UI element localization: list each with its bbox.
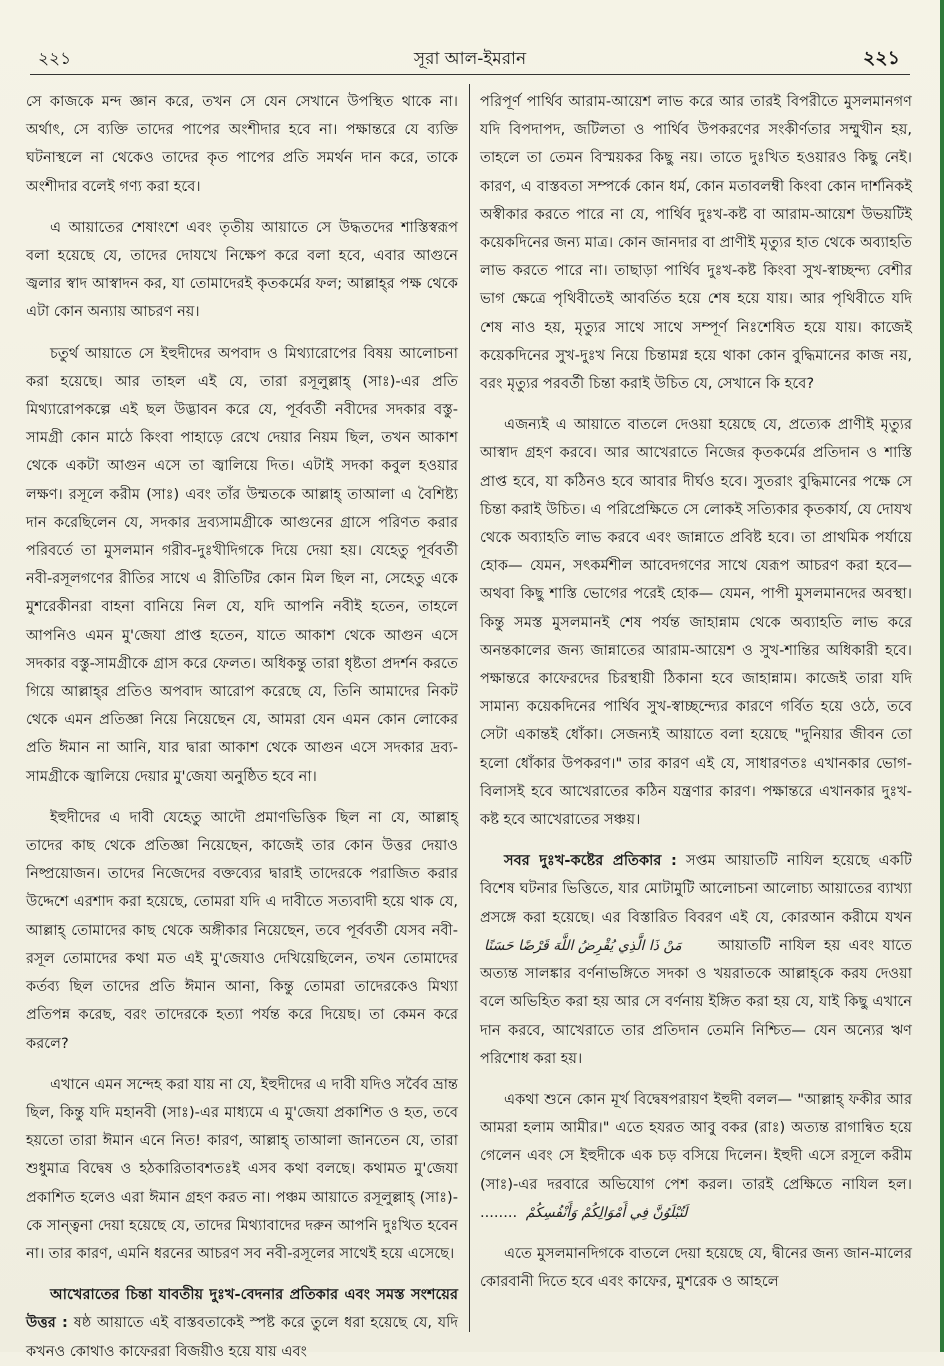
paragraph: এতে মুসলমানদিগকে বাতলে দেয়া হয়েছে যে, দ্বীনের জন্য জান-মালের কোরবানী দিতে হবে এবং কাফের, মুশরেক ও আহলে (480, 1244, 912, 1291)
paragraph (26, 1281, 458, 1366)
paragraph: এজন্যই এ আয়াতে বাতলে দেওয়া হয়েছে যে, প্রত্যেক প্রাণীই মৃত্যুর আস্বাদ গ্রহণ করবে। আর আখেরাতে নিজের কৃতকর্মের প্রতিদান ও শাস্তি প্রাপ্ত হবে, যা কঠিনও হবে আবার দীর্ঘও হবে। সুতরাং বুদ্ধিমানের পক্ষে সে চিন্তা করাই উচিত। এ পরিপ্রেক্ষিতে সে লোকই সত্যিকার কৃতকার্য, যে দোযখ থেকে অব্যাহতি লাভ করবে এবং জান্নাতে প্রবিষ্ট হবে। তা প্রাথমিক পর্যায়ে হোক— যেমন, সৎকর্মশীল আবেদগণের সাথে যেরূপ আচরণ করা হবে— অথবা কিছু শাস্তি ভোগের পরেই হোক— যেমন, পাপী মুসলমানদের অবস্থা। কিন্তু সমস্ত মুসলমানই শেষ পর্যন্ত জাহান্নাম থেকে অব্যাহতি লাভ করে অনন্তকালের জন্য জান্নাতের আরাম-আয়েশ ও সুখ-শান্তির অধিকারী হবে। পক্ষান্তরে কাফেরদের চিরস্থায়ী ঠিকানা হবে জাহান্নাম। কাজেই তারা যদি সামান্য কয়েকদিনের পার্থিব সুখ-স্বাচ্ছন্দ্যের কারণে গর্বিত হয়ে ওঠে, তবে সেটা একান্তই ধোঁকা। সেজন্যই আয়াতে বলা হয়েছে "দুনিয়ার জীবন তো হলো ধোঁকার উপকরণ।" তার কারণ এই যে, সাধারণতঃ এখানকার ভোগ-বিলাসই হবে আখেরাতের কঠিন যন্ত্রণার কারণ। পক্ষান্তরে এখানকার দুঃখ-কষ্ট হবে আখেরাতের সঞ্চয়। (480, 416, 912, 829)
right-column (480, 88, 912, 1333)
column-divider (469, 84, 470, 1332)
paragraph: সে কাজকে মন্দ জ্ঞান করে, তখন সে যেন সেখানে উপস্থিত থাকে না। অর্থাৎ, সে ব্যক্তি তাদের পাপের অংশীদার হবে না। পক্ষান্তরে যে ব্যক্তি ঘটনাস্থলে না থেকেও তাদের কৃত পাপের প্রতি সমর্থন দান করে, তাকে অংশীদার বলেই গণ্য করা হবে। (26, 93, 458, 195)
paragraph: এখানে এমন সন্দেহ করা যায় না যে, ইহুদীদের এ দাবী যদিও সর্বৈব ভ্রান্ত ছিল, কিন্তু যদি মহানবী (সাঃ)-এর মাধ্যমে এ মু'জেযা প্রকাশিত ও হত, তবে হয়তো তারা ঈমান এনে নিত! কারণ, আল্লাহ্‌ তাআলা জানতেন যে, তারা শুধুমাত্র বিদ্বেষ ও হঠকারিতাবশতঃই এসব কথা বলছে। কথামত মু'জেযা প্রকাশিত হলেও এরা ঈমান গ্রহণ করত না। পঞ্চম আয়াতে রসূলুল্লাহ্‌ (সাঃ)-কে সান্ত্বনা দেয়া হয়েছে যে, তাদের মিথ্যাবাদের দরুন আপনি দুঃখিত হবেন না। তার কারণ, এমনি ধরনের আচরণ সব নবী-রসূলের সাথেই হয়ে এসেছে। (26, 1075, 458, 1262)
left-column (26, 88, 459, 1360)
running-title: সূরা আল-ইমরান (413, 49, 527, 69)
paragraph (480, 847, 912, 1073)
section-heading: আখেরাতের চিন্তা যাবতীয় দুঃখ-বেদনার প্রতিকার এবং সমস্ত সংশয়ের উত্তর : (26, 1286, 458, 1332)
paragraph-text: একথা শুনে কোন মূর্খ বিদ্বেষপরায়ণ ইহুদী বলল— "আল্লাহ্‌ ফকীর আর আমরা হলাম আমীর।" এতে হযরত আবু বকর (রাঃ) অত্যন্ত রাগান্বিত হয়ে গেলেন এবং সে ইহুদীকে এক চড় বসিয়ে দিলেন। ইহুদী এসে রসূলে করীম (সাঃ)-এর দরবারে অভিযোগ পেশ করল। তারই প্রেক্ষিতে নাযিল হল। ........ (480, 1090, 912, 1221)
paragraph-text: আয়াতটি নাযিল হয় এবং যাতে অত্যন্ত সালঙ্কার বর্ণনাভঙ্গিতে সদকা ও খয়রাতকে আল্লাহ্‌কে করয দেওয়া বলে অভিহিত করা হয় আর সে বর্ণনায় ইঙ্গিত করা হয় যে, যাই কিছু এখানে দান করবে, আখেরাতে তার প্রতিদান তেমনি নিশ্চিত— যেন অন্যের ঋণ পরিশোধ করা হয়। (480, 936, 912, 1067)
paragraph-text: সপ্তম আয়াতটি নাযিল হয়েছে একটি বিশেষ ঘটনার ভিত্তিতে, যার মোটামুটি আলোচনা আলোচ্য আয়াতের ব্যাখ্যা প্রসঙ্গে করা হয়েছে। এর বিস্তারিত বিবরণ এই যে, কোরআন করীমে যখন (480, 852, 913, 926)
arabic-verse: لَتُبْلَوُنَّ فِي أَمْوَالِكُمْ وَأَنْفُسِكُمْ (525, 1204, 688, 1221)
paragraph: এ আয়াতের শেষাংশে এবং তৃতীয় আয়াতে সে উদ্ধতদের শাস্তিস্বরূপ বলা হয়েছে যে, তাদের দোযখে নিক্ষেপ করে বলা হবে, এবার আগুনে জ্বলার স্বাদ আস্বাদন কর, যা তোমাদেরই কৃতকর্মের ফল; আল্লাহ্‌র পক্ষ থেকে এটা কোন অন্যায় আচরণ নয়। (26, 218, 458, 321)
paragraph (480, 1086, 912, 1227)
page-number-left: ২২১ (38, 49, 72, 69)
paragraph: ইহুদীদের এ দাবী যেহেতু আদৌ প্রমাণভিত্তিক ছিল না যে, আল্লাহ্‌ তাদের কাছ থেকে প্রতিজ্ঞা নিয়েছেন, কাজেই তার কোন উত্তর দেয়াও নিষ্প্রয়োজন। তাদের নিজেদের বক্তব্যের দ্বারাই তাদেরকে পরাজিত করার উদ্দেশে এরশাদ করা হয়েছে, তোমরা যদি এ দাবীতে সত্যবাদী হয়ে থাক যে, আল্লাহ্‌ তোমাদের কাছ থেকে অঙ্গীকার নিয়েছেন, তবে পূর্ববর্তী যেসব নবী-রসূল তোমাদের কথা মত এই মু'জেযাও দেখিয়েছিলেন, তখন তোমাদের কর্তব্য ছিল তাদের প্রতি ঈমান আনা, কিন্তু তোমরা তাদেরকেও মিথ্যা প্রতিপন্ন করেছ, বরং তাদেরকে হত্যা পর্যন্ত করে দিয়েছ। তা কেমন করে করলে? (26, 808, 458, 1052)
arabic-verse: مَنْ ذَا الَّذِي يُقْرِضُ اللَّهَ قَرْضًا حَسَنًا (484, 937, 682, 954)
section-heading: সবর দুঃখ-কষ্টের প্রতিকার : (504, 852, 677, 870)
paragraph: পরিপূর্ণ পার্থিব আরাম-আয়েশ লাভ করে আর তারই বিপরীতে মুসলমানগণ যদি বিপদাপদ, জটিলতা ও পার্থিব উপকরণের সংকীর্ণতার সম্মুখীন হয়, তাহলে তা তেমন বিস্ময়কর কিছু নয়। তাতে দুঃখিত হওয়ারও কিছু নেই। কারণ, এ বাস্তবতা সম্পর্কে কোন ধর্ম, কোন মতাবলম্বী কিংবা কোন দার্শনিকই অস্বীকার করতে পারে না যে, পার্থিব দুঃখ-কষ্ট বা আরাম-আয়েশ উভয়টিই কয়েকদিনের জন্য মাত্র। কোন জানদার বা প্রাণীই মৃত্যুর হাত থেকে অব্যাহতি লাভ করতে পারে না। তাছাড়া পার্থিব দুঃখ-কষ্ট কিংবা সুখ-স্বাচ্ছন্দ্য বেশীর ভাগ ক্ষেত্রে পৃথিবীতেই আবর্তিত হয়ে শেষ হয়ে যায়। আর পৃথিবীতে যদি শেষ নাও হয়, মৃত্যুর সাথে সাথে সম্পূর্ণ নিঃশেষিত হয়ে যায়। কাজেই কয়েকদিনের সুখ-দুঃখ নিয়ে চিন্তামগ্ন হয়ে থাকা কোন বুদ্ধিমানের কাজ নয়, বরং মৃত্যুর পরবর্তী চিন্তা করাই উচিত যে, সেখানে কি হবে? (480, 93, 912, 393)
paragraph-text: ষষ্ঠ আয়াতে এই বাস্তবতাকেই স্পষ্ট করে তুলে ধরা হয়েছে যে, যদি কখনও কোথাও কাফেররা বিজয়ীও হয়ে যায় এবং (26, 1314, 459, 1360)
page-header (30, 38, 910, 75)
paragraph: চতুর্থ আয়াতে সে ইহুদীদের অপবাদ ও মিথ্যারোপের বিষয় আলোচনা করা হয়েছে। আর তাহল এই যে, তারা রসূলুল্লাহ্‌ (সাঃ)-এর প্রতি মিথ্যারোপকল্পে এই ছল উদ্ভাবন করে যে, পূর্ববর্তী নবীদের সদকার বস্তু-সামগ্রী কোন মাঠে কিংবা পাহাড়ে রেখে দেয়ার নিয়ম ছিল, তখন আকাশ থেকে একটা আগুন এসে তা জ্বালিয়ে দিত। এটাই সদকা কবুল হওয়ার লক্ষণ। রসূলে করীম (সাঃ) এবং তাঁর উম্মতকে আল্লাহ্‌ তাআলা এ বৈশিষ্ট্য দান করেছিলেন যে, সদকার দ্রব্যসামগ্রীকে আগুনের গ্রাসে পরিণত করার পরিবর্তে তা মুসলমান গরীব-দুঃখীদিগকে দিয়ে দেয়া হয়। যেহেতু পূর্ববর্তী নবী-রসূলগণের রীতির সাথে এ রীতিটির কোন মিল ছিল না, সেহেতু একে মুশরেকীনরা বাহনা বানিয়ে নিল যে, যদি আপনি নবীই হতেন, তাহলে আপনিও এমন মু'জেযা প্রাপ্ত হতেন, যাতে আকাশ থেকে আগুন এসে সদকার বস্তু-সামগ্রীকে গ্রাস করে ফেলত। অধিকন্তু তারা ধৃষ্টতা প্রদর্শন করতে গিয়ে আল্লাহ্‌র প্রতিও অপবাদ আরোপ করেছে যে, তিনি আমাদের নিকট থেকে এমন প্রতিজ্ঞা নিয়ে নিয়েছেন যে, আমরা যেন এমন কোন লোকের প্রতি ঈমান না আনি, যার দ্বারা আকাশ থেকে আগুন এসে সদকার দ্রব্য-সামগ্রীকে জ্বালিয়ে দেয়ার মু'জেযা অনুষ্ঠিত হবে না। (26, 344, 458, 785)
page-number-right: ২২১ (862, 47, 900, 69)
page-edge-strip (940, 0, 944, 1352)
